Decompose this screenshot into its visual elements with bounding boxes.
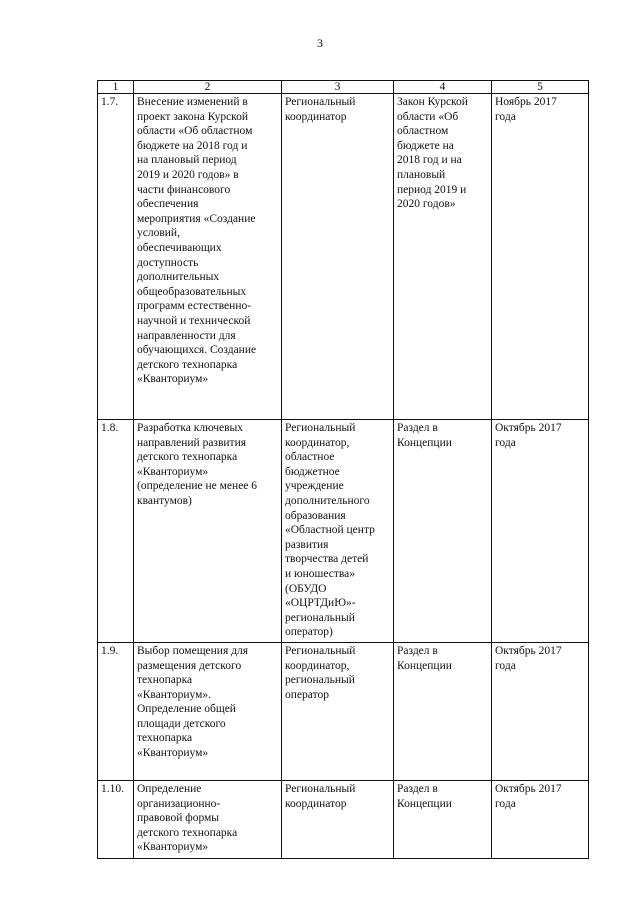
result-cell: Раздел в Концепции [394, 420, 492, 643]
plan-table [97, 80, 589, 859]
result-cell: Раздел в Концепции [394, 780, 492, 858]
event-cell: Внесение изменений в проект закона Курской области «Об областном бюджете на 2018 год и на плановый период 2019 и 2020 годов» в части финансового обеспечения мероприятия «Создание условий, обеспечивающих доступность дополнительных общеобразовательных программ естественно- научной и технической направленности для обучающихся. Создание детского технопарка «Кванториум» [134, 94, 282, 420]
header-col-1: 1 [98, 81, 134, 94]
page-number: 3 [317, 36, 323, 50]
deadline-cell: Октябрь 2017 года [492, 642, 589, 780]
responsible-cell: Региональный координатор, областное бюджетное учреждение дополнительного образования «Областной центр развития творчества детей и юношества» (ОБУДО «ОЦРТДиЮ»- региональный оператор) [282, 420, 394, 643]
header-col-5: 5 [492, 81, 589, 94]
deadline-cell: Октябрь 2017 года [492, 420, 589, 643]
header-row [98, 81, 589, 94]
header-col-3: 3 [282, 81, 394, 94]
row-number: 1.7. [98, 94, 134, 420]
responsible-cell: Региональный координатор, региональный оператор [282, 642, 394, 780]
event-cell: Разработка ключевых направлений развития детского технопарка «Кванториум» (определение не менее 6 квантумов) [134, 420, 282, 643]
result-cell: Закон Курской области «Об областном бюджете на 2018 год и на плановый период 2019 и 2020 годов» [394, 94, 492, 420]
event-cell: Определение организационно- правовой формы детского технопарка «Кванториум» [134, 780, 282, 858]
table-row [98, 642, 589, 780]
responsible-cell: Региональный координатор [282, 94, 394, 420]
result-cell: Раздел в Концепции [394, 642, 492, 780]
table-row [98, 94, 589, 420]
table-row [98, 780, 589, 858]
header-col-2: 2 [134, 81, 282, 94]
row-number: 1.10. [98, 780, 134, 858]
row-number: 1.9. [98, 642, 134, 780]
header-col-4: 4 [394, 81, 492, 94]
responsible-cell: Региональный координатор [282, 780, 394, 858]
deadline-cell: Октябрь 2017 года [492, 780, 589, 858]
deadline-cell: Ноябрь 2017 года [492, 94, 589, 420]
row-number: 1.8. [98, 420, 134, 643]
table-row [98, 420, 589, 643]
event-cell: Выбор помещения для размещения детского технопарка «Кванториум». Определение общей площади детского технопарка «Кванториум» [134, 642, 282, 780]
